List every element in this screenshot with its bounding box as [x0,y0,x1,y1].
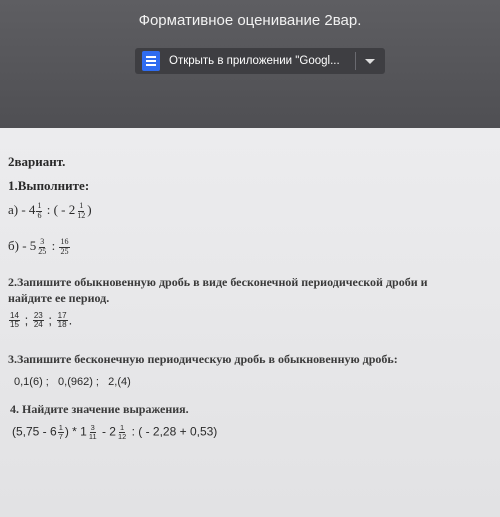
document-title: Формативное оценивание 2вар. [138,12,362,29]
google-docs-icon [142,51,160,71]
expr-part: - 2 [101,424,116,439]
task3-values: 0,1(6) ; 0,(962) ; 2,(4) [14,376,131,388]
open-in-app-label: Открыть в приложении "Googl... [169,55,340,67]
task4-expression [12,424,217,441]
expr-part: : ( - 2,28 + 0,53) [131,424,218,439]
fraction: $\frac{1}{12}$ [117,423,127,441]
open-in-app-button[interactable] [135,48,385,74]
fraction: $\frac{17}{18}$ [57,311,67,330]
variant-heading: 2вариант. [8,154,66,169]
chevron-down-icon[interactable] [363,55,377,67]
fraction: $\frac{16}{25}$ [60,237,69,256]
fraction: $\frac{3}{11}$ [88,423,97,441]
expr-part: (5,75 - 6 [12,424,57,439]
task1-title: 1.Выполните: [8,178,90,193]
document-header [0,0,500,128]
period-mark: . [68,312,73,328]
task1a-prefix: а) - 4 [8,202,36,217]
separator: ; [24,312,29,328]
task2-fractions [8,312,72,330]
task1a-expression [8,202,92,220]
task1a-mid: : ( - 2 [46,202,76,217]
fraction: $\frac{23}{24}$ [33,311,43,330]
separator: ; [48,312,53,328]
expr-part: ) * 1 [64,424,87,439]
fraction: $\frac{1}{7}$ [58,423,63,441]
task2-line2: найдите ее период. [8,291,110,305]
fraction: $\frac{1}{6}$ [37,201,42,220]
fraction: $\frac{3}{25}$ [38,237,47,256]
task3-title: 3.Запишите бесконечную периодическую дробь в обыкновенную дробь: [8,352,398,366]
task1b-mid: : [51,238,56,253]
fraction: $\frac{14}{15}$ [10,311,19,330]
task4-title: 4. Найдите значение выражения. [10,402,189,416]
document-page [0,128,500,517]
task1b-expression [8,238,71,256]
task1b-prefix: б) - 5 [8,238,37,253]
task2-line1: 2.Запишите обыкновенную дробь в виде бесконечной периодической дроби и [8,275,428,289]
fraction: $\frac{1}{12}$ [77,201,86,220]
button-divider [355,52,356,70]
task1a-end: ) [87,202,92,217]
